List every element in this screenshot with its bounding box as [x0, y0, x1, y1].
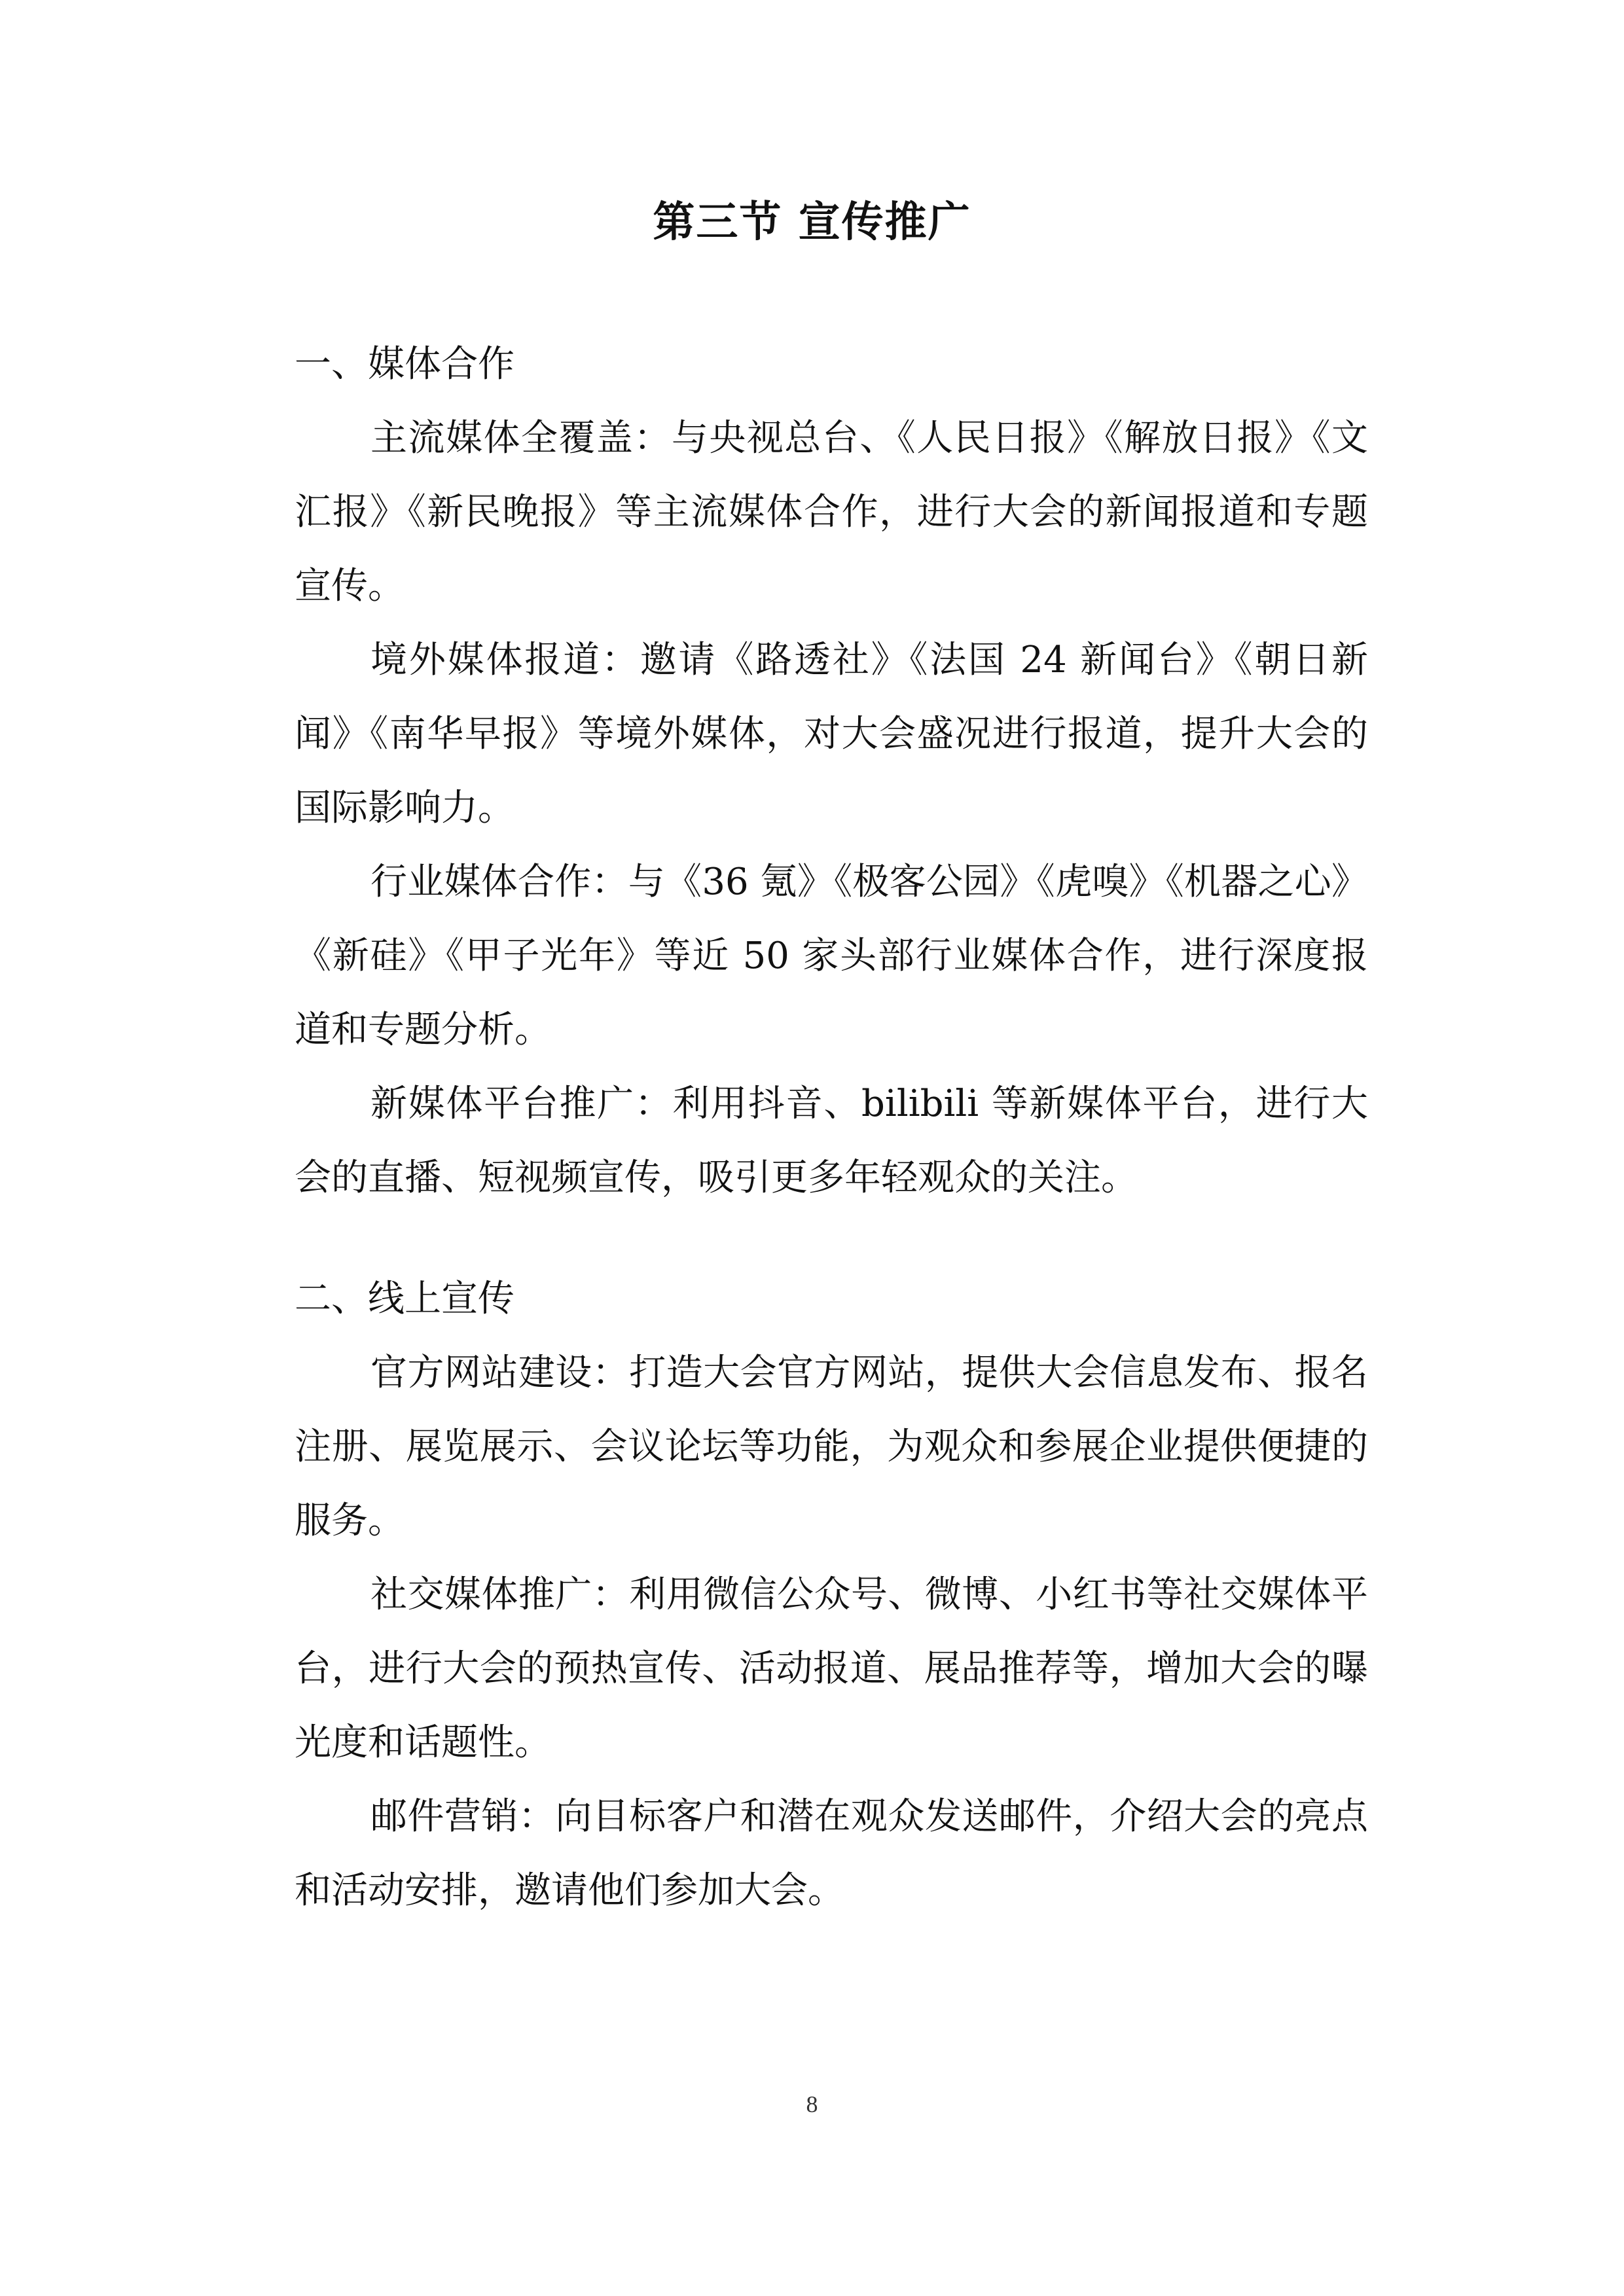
- section-media-cooperation: [295, 327, 1368, 1215]
- section-heading: 一、媒体合作: [295, 343, 514, 386]
- paragraph: 新媒体平台推广：利用抖音、bilibili 等新媒体平台，进行大会的直播、短视频宣传，吸引更多年轻观众的关注。: [295, 1083, 1368, 1199]
- page-title: 第三节 宣传推广: [653, 198, 971, 247]
- paragraph: 邮件营销：向目标客户和潜在观众发送邮件，介绍大会的亮点和活动安排，邀请他们参加大会。: [295, 1795, 1368, 1912]
- paragraph: 官方网站建设：打造大会官方网站，提供大会信息发布、报名注册、展览展示、会议论坛等功能，为观众和参展企业提供便捷的服务。: [295, 1352, 1368, 1542]
- page-number: 8: [806, 2091, 818, 2117]
- paragraph: 行业媒体合作：与《36 氪》《极客公园》《虎嗅》《机器之心》《新硅》《甲子光年》等近 50 家头部行业媒体合作，进行深度报道和专题分析。: [295, 861, 1368, 1051]
- section-online-promotion: [295, 1262, 1368, 1928]
- paragraph: 主流媒体全覆盖：与央视总台、《人民日报》《解放日报》《文汇报》《新民晚报》等主流媒体合作，进行大会的新闻报道和专题宣传。: [295, 417, 1368, 607]
- paragraph: 境外媒体报道：邀请《路透社》《法国 24 新闻台》《朝日新闻》《南华早报》等境外媒体，对大会盛况进行报道，提升大会的国际影响力。: [295, 639, 1368, 829]
- paragraph: 社交媒体推广：利用微信公众号、微博、小红书等社交媒体平台，进行大会的预热宣传、活动报道、展品推荐等，增加大会的曝光度和话题性。: [295, 1573, 1368, 1764]
- section-heading: 二、线上宣传: [295, 1278, 514, 1320]
